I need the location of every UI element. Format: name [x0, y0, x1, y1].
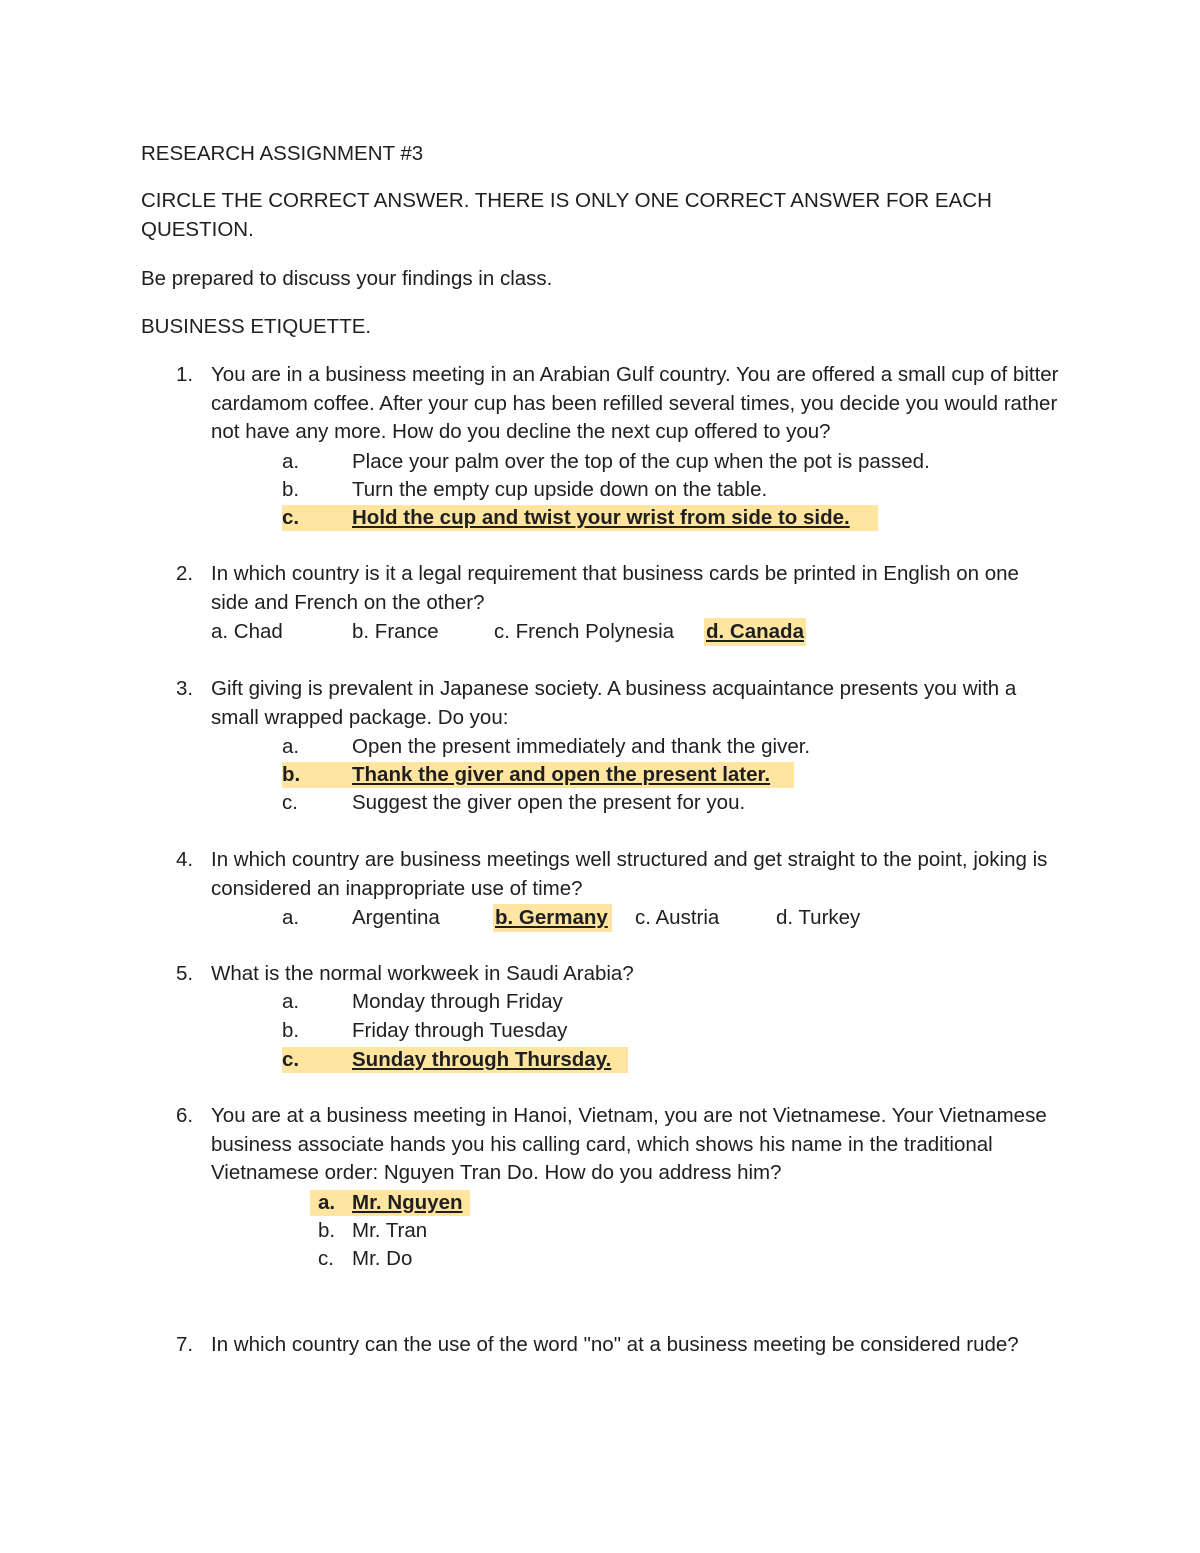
- correct-answer: d. Canada: [704, 618, 806, 646]
- option-text: Monday through Friday: [352, 990, 563, 1013]
- option-text: a. Chad: [211, 620, 283, 643]
- question-number: 1.: [176, 363, 194, 386]
- option-text: Place your palm over the top of the cup when the pot is passed.: [352, 450, 930, 473]
- instructions: CIRCLE THE CORRECT ANSWER. THERE IS ONLY ONE CORRECT ANSWER FOR EACH QUESTION.: [141, 189, 992, 241]
- option-letter: b.: [282, 478, 300, 501]
- option-letter: a.: [282, 906, 300, 929]
- question-number: 6.: [176, 1104, 194, 1127]
- correct-answer: Sunday through Thursday.: [352, 1048, 612, 1071]
- question-5-text: What is the normal workweek in Saudi Arabia?: [211, 962, 634, 985]
- option-text: Mr. Tran: [352, 1219, 428, 1242]
- option-text: Mr. Do: [352, 1247, 413, 1270]
- question-number: 4.: [176, 848, 194, 871]
- option-text: b. France: [352, 620, 439, 643]
- question-number: 2.: [176, 562, 194, 585]
- question-4-text: In which country are business meetings well structured and get straight to the point, joking is considered an inappropriate use of time?: [211, 848, 1048, 900]
- correct-answer: Hold the cup and twist your wrist from side to side.: [352, 506, 850, 529]
- prepare-note: Be prepared to discuss your findings in class.: [141, 267, 553, 290]
- question-number: 5.: [176, 962, 194, 985]
- question-number: 3.: [176, 677, 194, 700]
- option-text: Argentina: [352, 906, 440, 929]
- option-letter: b.: [282, 763, 301, 786]
- option-letter: a.: [282, 990, 300, 1013]
- option-text: Open the present immediately and thank the giver.: [352, 735, 811, 758]
- option-text: c. French Polynesia: [494, 620, 675, 643]
- option-letter: a.: [282, 735, 300, 758]
- assignment-title: RESEARCH ASSIGNMENT #3: [141, 142, 424, 165]
- option-letter: b.: [318, 1219, 336, 1242]
- question-number: 7.: [176, 1333, 194, 1356]
- question-6-text: You are at a business meeting in Hanoi, Vietnam, you are not Vietnamese. Your Vietnamese business associate hands you his calling card, which shows his name in the traditional Vietnamese order: Nguyen Tran Do. How do you address him?: [211, 1104, 1047, 1185]
- question-7-text: In which country can the use of the word "no" at a business meeting be considered rude?: [211, 1333, 1019, 1356]
- option-letter: c.: [282, 506, 300, 529]
- question-2-text: In which country is it a legal requirement that business cards be printed in English on one side and French on the other?: [211, 562, 1019, 614]
- option-text: Suggest the giver open the present for you.: [352, 791, 746, 814]
- correct-answer: Thank the giver and open the present later.: [352, 763, 771, 786]
- question-3-text: Gift giving is prevalent in Japanese society. A business acquaintance presents you with a small wrapped package. Do you:: [211, 677, 1017, 729]
- option-letter: c.: [318, 1247, 334, 1270]
- option-text: c. Austria: [635, 906, 720, 929]
- option-text: Friday through Tuesday: [352, 1019, 568, 1042]
- option-letter: c.: [282, 1048, 300, 1071]
- option-letter: a.: [282, 450, 300, 473]
- option-letter: a.: [318, 1191, 336, 1214]
- section-heading: BUSINESS ETIQUETTE.: [141, 315, 372, 338]
- option-text: d. Turkey: [776, 906, 861, 929]
- question-1-text: You are in a business meeting in an Arabian Gulf country. You are offered a small cup of bitter cardamom coffee. After your cup has been refilled several times, you decide you would rather not have any more. How do you decline the next cup offered to you?: [211, 363, 1059, 444]
- option-letter: b.: [282, 1019, 300, 1042]
- correct-answer: Mr. Nguyen: [352, 1191, 463, 1214]
- correct-answer: b. Germany: [493, 904, 612, 932]
- option-letter: c.: [282, 791, 298, 814]
- option-text: Turn the empty cup upside down on the table.: [352, 478, 768, 501]
